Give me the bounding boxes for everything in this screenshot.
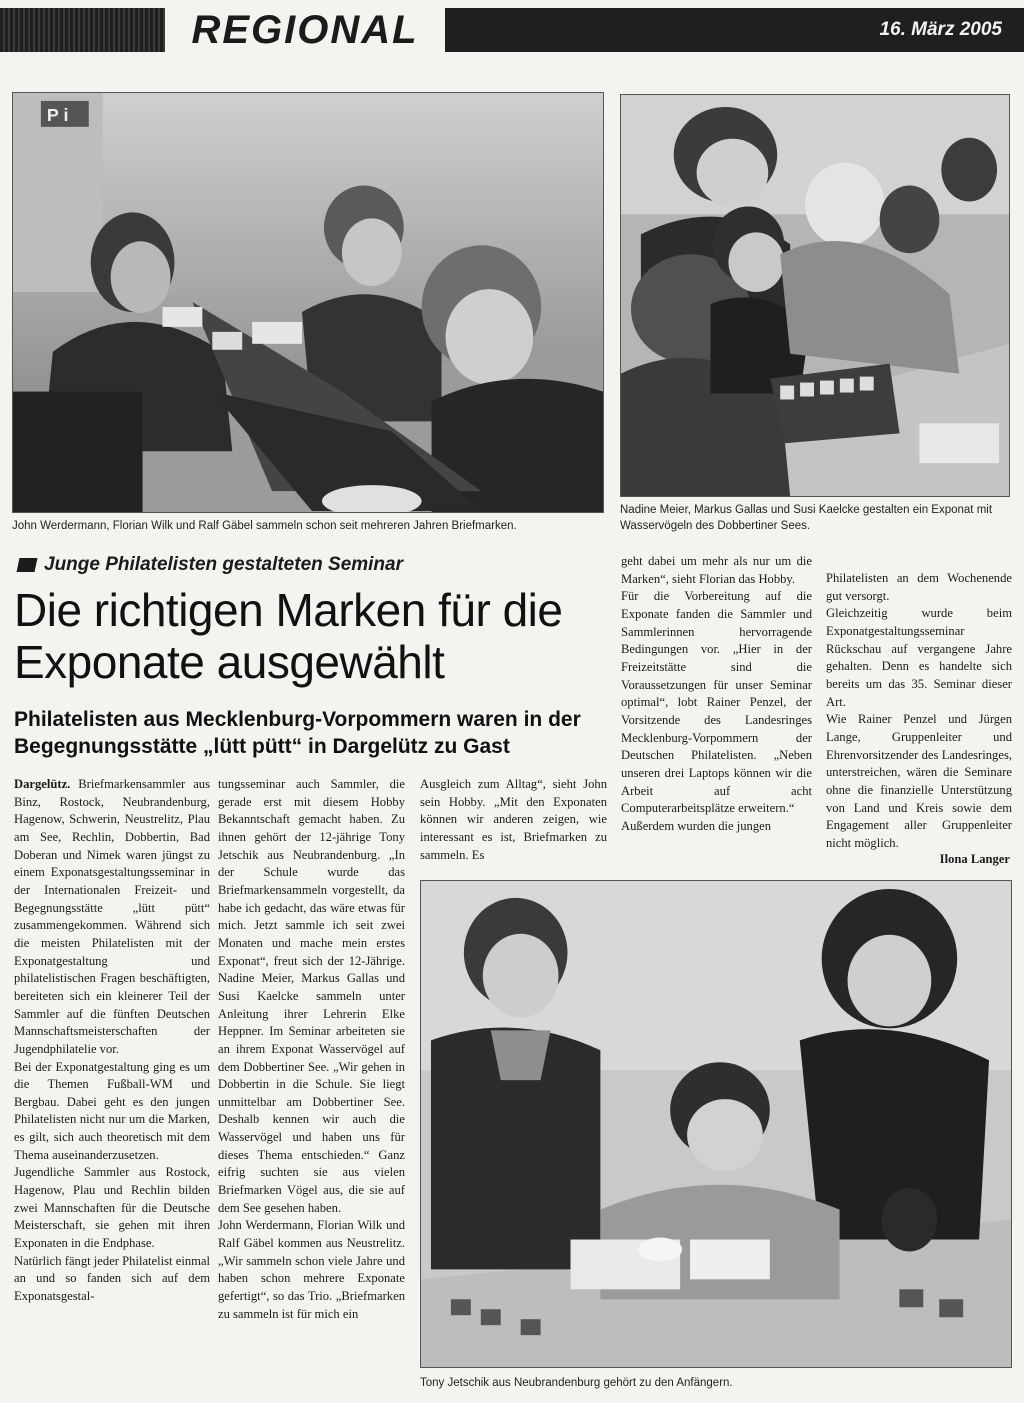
parking-sign: P i: [46, 104, 69, 125]
article-column-5: [826, 570, 1012, 853]
article-column-2: [218, 776, 405, 1323]
column-5-paragraph: Philatelisten an dem Wochenende gut versorgt.: [826, 571, 1012, 603]
column-1-paragraph: Dargelütz. Briefmarkensammler aus Binz, Rostock, Neubrandenburg, Hagenow, Schwerin, Neustrelitz, Plau am See, Rechlin, Dobbertin, Bad Doberan und Nimek waren jüngst zu einem Exponatsgestaltungsseminar in der Internationalen Freizeit- und Begegnungsstätte „lütt pütt“ zusammengekommen. Während sich die meisten Philatelisten mit der Exponatgestaltung und philatelistischen Fragen beschäftigten, bereiteten sich ein kleinerer Teil der Sammler auf die fünften Deutschen Mannschaftsmeisterschaften der Jugendphilatelie vor.: [14, 777, 210, 1056]
column-2-paragraph: tungsseminar auch Sammler, die gerade erst mit diesem Hobby Bekanntschaft gemacht haben. Zu ihnen gehört der 12-jährige Tony Jetschik aus Neubrandenburg. „In der Schule wurde das Briefmarkensammeln vorgestellt, da habe ich gedacht, das wäre etwas für mich. Jetzt sammle ich seit zwei Monaten und mache mein erstes Exponat“, freut sich der 12-Jährige. Nadine Meier, Markus Gallas und Susi Kaelcke sammeln unter Anleitung ihrer Lehrerin Elke Heppner. Im Seminar arbeiteten sie an ihrem Exponat Wasservögel auf dem Dobbertiner See. „Wir gehen in Dobbertin in die Schule. Sie liegt unmittelbar am Dobbertiner See. Deshalb kennen wir auch die Wasservögel und haben uns für dieses Thema entschieden.“ Ganz eifrig suchten sie aus vielen Briefmarken Vögel aus, die sie auf dem See gesehen haben.: [218, 777, 405, 1215]
photo-caption-bottom: Tony Jetschik aus Neubrandenburg gehört zu den Anfängern.: [420, 1377, 733, 1389]
column-2-paragraph: John Werdermann, Florian Wilk und Ralf Gäbel kommen aus Neustrelitz. „Wir sammeln schon viele Jahre und haben schon mehrere Exponate gefertigt“, so das Trio. „Briefmarken zu sammeln ist für mich ein: [218, 1218, 405, 1321]
author-byline: Ilona Langer: [939, 852, 1010, 866]
article-column-1: [14, 776, 210, 1306]
column-5-paragraph: Gleichzeitig wurde beim Exponatgestaltungsseminar Rückschau auf vergangene Jahre gehalten. Denn es handelte sich bereits um das 35. Seminar dieser Art.: [826, 606, 1012, 709]
column-4-paragraph: Außerdem wurden die jungen: [621, 818, 772, 833]
dateline: Dargelütz.: [14, 777, 71, 791]
column-1-paragraph: Bei der Exponatgestaltung ging es um die Themen Fußball-WM und Bergbau. Dabei geht es den jungen Philatelisten nicht nur um die Marken, es gilt, sich auch theoretisch mit dem Thema auseinanderzusetzen.: [14, 1059, 210, 1162]
kicker-text: Junge Philatelisten gestalteten Seminar: [44, 554, 403, 575]
photo-beginner-collector: [420, 880, 1012, 1368]
article-column-3: [420, 776, 607, 864]
column-5-paragraph: Wie Rainer Penzel und Jürgen Lange, Gruppenleiter und Ehrenvorsitzender des Landesringes, unterstreichen, wären die Seminare ohne die finanzielle Unterstützung von Land und Kreis sowie dem Engagement aller Gruppenleiter nicht möglich.: [826, 712, 1012, 850]
kicker-square-icon: [17, 558, 38, 572]
article-kicker: [18, 553, 598, 577]
photo-caption-top-right: Nadine Meier, Markus Gallas und Susi Kaelcke gestalten ein Exponat mit Wasservögeln des Dobbertiner Sees.: [620, 504, 993, 532]
section-title: REGIONAL: [165, 8, 445, 52]
issue-date: 16. März 2005: [879, 19, 1002, 40]
photo-stamp-collectors-laptop: [12, 92, 604, 513]
column-4-paragraph: Für die Vorbereitung auf die Exponate fanden die Sammler und Sammlerinnen hervorragende Bedingungen vor. „Hier in der Freizeitstätte sind die Voraussetzungen für unser Seminar optimal“, lobt Rainer Penzel, der Vorsitzende des Landesringes Mecklenburg-Vorpommern der Deutschen Philatelisten. „Neben unseren drei Laptops können wir die Arbeit auf acht Computerarbeitsplätze erweitern.“: [621, 589, 812, 816]
column-1-paragraph: Natürlich fängt jeder Philatelist einmal an und so fanden sich auf dem Exponatsgestal-: [14, 1253, 210, 1304]
article-headline: Die richtigen Marken für die Exponate ausgewählt: [14, 584, 563, 688]
article-column-4: [621, 553, 812, 836]
column-4-paragraph: geht dabei um mehr als nur um die Marken“, sieht Florian das Hobby.: [621, 554, 812, 586]
column-3-paragraph: Ausgleich zum Alltag“, sieht John sein Hobby. „Mit den Exponaten können wir anderen zeigen, wie interessant es ist, Briefmarken zu sammeln. Es: [420, 777, 607, 862]
photo-waterbird-exhibit-group: [620, 94, 1010, 497]
header-hatch-decoration: [0, 8, 180, 52]
article-subheadline: Philatelisten aus Mecklenburg-Vorpommern waren in der Begegnungsstätte „lütt pütt“ in Dargelütz zu Gast: [14, 708, 581, 758]
column-1-paragraph: Jugendliche Sammler aus Rostock, Hagenow, Plau und Rechlin bilden zwei Mannschaften für die Deutsche Meisterschaft, sie gehen mit ihren Exponaten in die Endphase.: [14, 1165, 210, 1251]
photo-caption-top-left: John Werdermann, Florian Wilk und Ralf Gäbel sammeln schon seit mehreren Jahren Briefmarken.: [12, 520, 517, 532]
